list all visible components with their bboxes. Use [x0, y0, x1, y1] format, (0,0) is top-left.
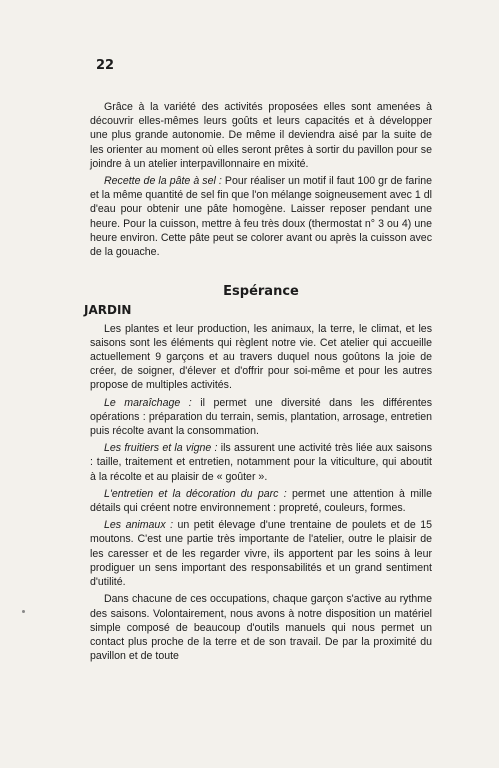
paragraph-text: ils assurent une activité très liée aux saisons : taille, traitement et entretien, notamment pour la viticulture, qui aboutit à la récolte et au plaisir de « goûter ».	[90, 442, 432, 483]
paragraph-text: Les plantes et leur production, les animaux, la terre, le climat, et les saisons sont les éléments qui règlent notre vie. Cet atelier qui accueille actuellement 9 garçons et au travers duquel nous goûtons la joie de créer, de soigner, d'élever et d'offrir pour soi-même et pour les autres propose de multiples activités.	[90, 322, 432, 392]
paragraph-fruitiers	[90, 441, 432, 484]
paragraph-animaux	[90, 518, 432, 589]
paragraph-parc	[90, 487, 432, 515]
section-title: Espérance	[223, 284, 299, 300]
paragraph	[90, 100, 432, 171]
paragraph	[90, 592, 432, 663]
paragraph-text: Grâce à la variété des activités proposées elles sont amenées à découvrir elles-mêmes leurs goûts et leurs capacités et à développer une plus grande autonomie. De même il deviendra aisé par la suite de les orienter au moment où elles seront prêtes à sortir du pavillon pour se joindre à un atelier interpavillonnaire en mixité.	[90, 101, 432, 170]
paragraph-lead: L'entretien et la décoration du parc :	[104, 487, 287, 500]
margin-speck	[22, 610, 25, 613]
paragraph-text: un petit élevage d'une trentaine de poulets et de 15 moutons. C'est une partie très importante de l'atelier, outre le plaisir de les caresser et de les regarder vivre, ils apportent par les soins à leur prodiguer un sens important des responsabilités et un grand sentiment d'utilité.	[90, 519, 433, 589]
paragraph-text: Dans chacune de ces occupations, chaque garçon s'active au rythme des saisons. Volontairement, nous avons à notre disposition un matériel simple composé de beaucoup d'outils manuels qui nous permet un contact plus proche de la terre et de son travail. De par la proximité du pavillon et de toute	[90, 593, 432, 663]
page-number: 22	[96, 58, 115, 73]
paragraph-lead: Recette de la pâte à sel :	[104, 175, 222, 188]
paragraph-text: Pour réaliser un motif il faut 100 gr de farine et la même quantité de sel fin que l'on mélange soigneusement avec 1 dl d'eau pour obtenir une pâte homogène. Laisser reposer pendant une heure. Pour la cuisson, mettre à feu très doux (thermostat n° 3 ou 4) une heure environ. Cette pâte peut se colorer avant ou après la cuisson avec de la gouache.	[90, 175, 432, 259]
paragraph-lead: Le maraîchage :	[104, 396, 192, 409]
page-body	[84, 100, 433, 666]
paragraph-lead: Les fruitiers et la vigne :	[104, 442, 218, 455]
paragraph-text: permet une attention à mille détails qui créent notre environnement : propreté, couleurs, formes.	[90, 487, 432, 515]
paragraph-lead: Les animaux :	[104, 519, 174, 532]
paragraph	[90, 322, 432, 393]
paragraph-maraichage	[90, 396, 432, 439]
paragraph-recipe	[90, 174, 432, 259]
paragraph-text: il permet une diversité dans les différentes opérations : préparation du terrain, semis, plantation, arrosage, entretien puis récolte avant la consommation.	[90, 396, 432, 438]
subheading: JARDIN	[84, 303, 132, 318]
